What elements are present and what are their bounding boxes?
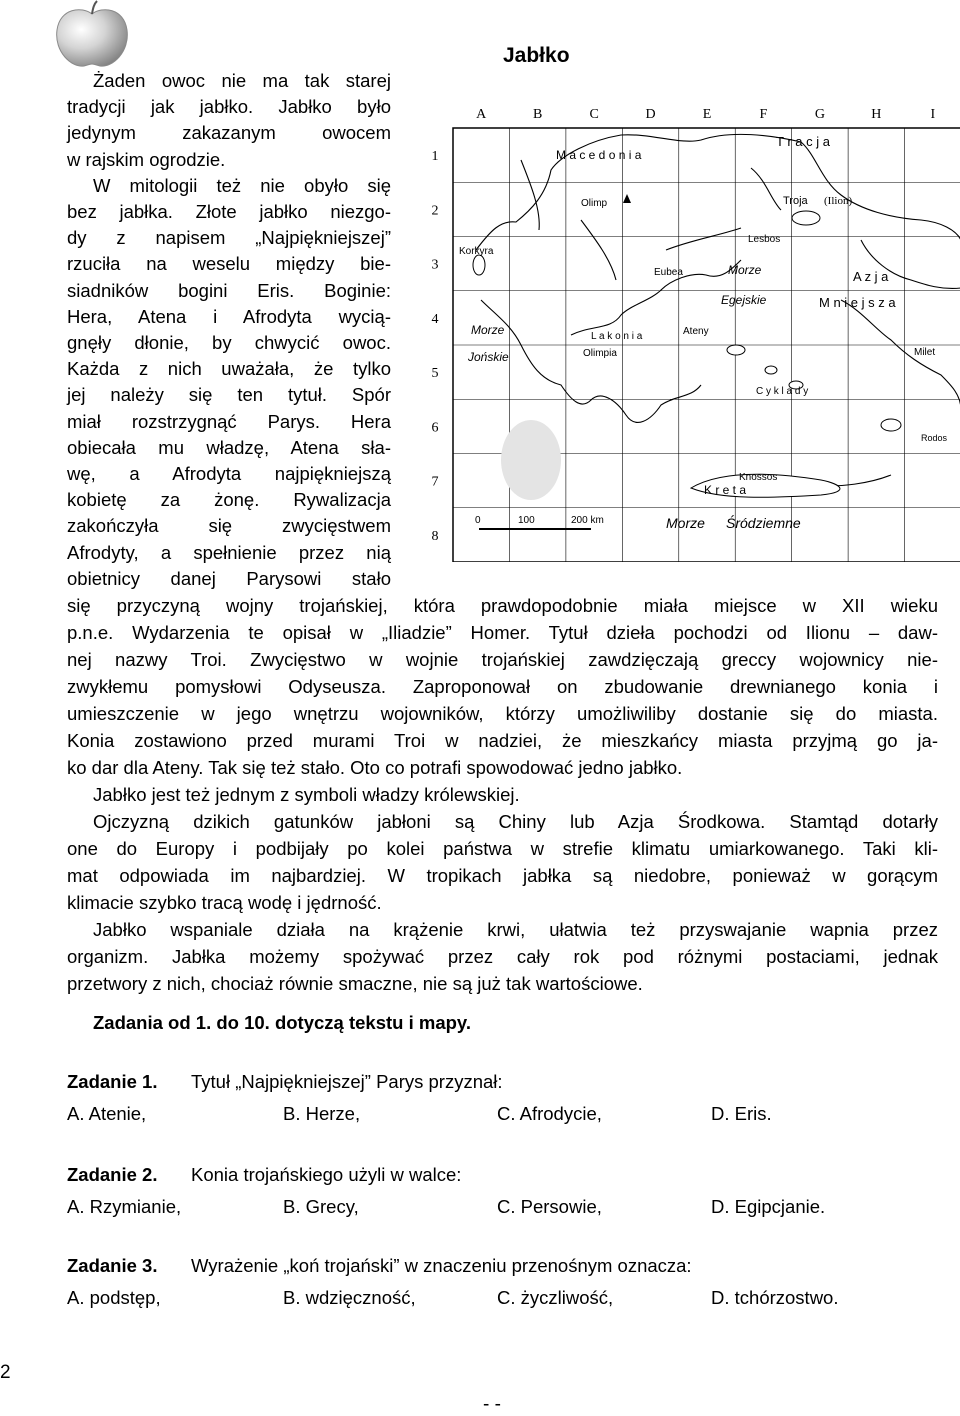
intro-text-line: kobietę za żonę. Rywalizacja: [67, 489, 391, 511]
label-olimpia: Olimpia: [583, 348, 617, 359]
label-tracja: T r a c j a: [776, 134, 830, 149]
intro-text-line: Każda z nich uważała, że tylko: [67, 358, 391, 380]
map-title: Jabłko: [503, 44, 570, 67]
map-row-label: 6: [431, 420, 439, 436]
intro-text-line: tradycji jak jabłko. Jabłko było: [67, 96, 391, 118]
map-column-label: I: [930, 107, 936, 122]
intro-text-line: Hera, Atena i Afrodyta wycią-: [67, 305, 391, 327]
article-text-line: organizm. Jabłka możemy spożywać przez cały rok pod różnymi postaciami, jednak: [67, 946, 938, 967]
answer-option[interactable]: D. tchórzostwo.: [711, 1287, 839, 1308]
intro-text-line: bez jabłka. Złote jabłko niezgo-: [67, 201, 391, 222]
answer-option[interactable]: C. życzliwość,: [497, 1287, 614, 1308]
intro-text-line: obiecała mu władzę, Atena sła-: [67, 436, 391, 458]
section-heading: Zadania od 1. do 10. dotyczą tekstu i mapy.: [93, 1012, 471, 1033]
label-milet: Milet: [914, 347, 936, 358]
map-column-label: A: [476, 107, 487, 122]
label-morze-3: Morze: [666, 515, 705, 531]
map-column-label: G: [814, 107, 825, 122]
article-text-line: Jabłko wspaniale działa na krążenie krwi, ułatwia też przyswajanie wapnia przez: [93, 919, 938, 940]
label-mniejsza: M n i e j s z a: [819, 295, 896, 310]
label-scale-200: 200 km: [571, 515, 604, 526]
intro-text-line: w rajskim ogrodzie.: [67, 148, 226, 170]
label-lesbos: Lesbos: [748, 234, 781, 245]
answer-option[interactable]: D. Eris.: [711, 1103, 772, 1124]
intro-text-line: rzuciła na weselu między bie-: [67, 253, 391, 275]
intro-text-line: siadników bogini Eris. Boginie:: [67, 279, 391, 301]
map-of-ancient-greece: [421, 100, 960, 562]
article-text-line: przetwory z nich, chociaż równie smaczne, nie są już tak wartościowe.: [67, 973, 643, 994]
map-column-label: B: [532, 107, 543, 122]
label-morze-1: Morze: [728, 263, 762, 277]
map-row-label: 4: [431, 311, 439, 327]
answer-option[interactable]: A. Atenie,: [67, 1103, 147, 1124]
article-text-line: Konia zostawiono przed murami Troi w nadziei, że mieszkańcy miasta przyjmą go ja-: [67, 730, 938, 751]
article-text-line: ko dar dla Ateny. Tak się też stało. Oto co potrafi spowodować jedno jabłko.: [67, 757, 683, 778]
map-row-label: 1: [431, 149, 439, 165]
map-column-label: E: [702, 107, 712, 122]
article-text-line: mat odpowiada im najbardziej. W tropikach jabłka są niedobre, ponieważ w gorącym: [67, 865, 938, 886]
label-korkyra: Korkyra: [459, 246, 494, 257]
label-cyklady: C y k l a d y: [756, 386, 809, 397]
answer-option[interactable]: C. Persowie,: [497, 1196, 602, 1217]
intro-text-line: zakończyła się zwycięstwem: [67, 515, 391, 537]
article-text-line: Jabłko jest też jednym z symboli władzy królewskiej.: [93, 784, 520, 805]
label-egejskie: Egejskie: [721, 293, 767, 307]
task-question: Wyrażenie „koń trojański” w znaczeniu przenośnym oznacza:: [191, 1255, 692, 1276]
answer-option[interactable]: B. Herze,: [283, 1103, 361, 1124]
label-ilion: (Ilion): [824, 195, 853, 207]
article-text-line: zwykłemu pomysłowi Odyseusza. Zaproponował on zbudowanie drewnianego konia i: [67, 676, 938, 697]
label-jonskie: Jońskie: [468, 350, 509, 364]
label-troja: Troja: [783, 195, 808, 207]
label-scale-0: 0: [475, 515, 481, 526]
label-macedonia: M a c e d o n i a: [556, 148, 642, 162]
map-row-label: 5: [431, 366, 439, 382]
page-footer: - -: [483, 1394, 501, 1415]
answer-option[interactable]: B. wdzięczność,: [283, 1287, 416, 1308]
label-eubea: Eubea: [654, 267, 683, 278]
label-knossos: Knossos: [739, 472, 778, 483]
map-row-label: 8: [431, 528, 439, 544]
intro-text-line: Afrodyty, a spełnienie przez nią: [67, 541, 391, 563]
answer-option[interactable]: B. Grecy,: [283, 1196, 359, 1217]
apple-icon: [52, 0, 132, 68]
map-column-label: H: [871, 107, 882, 122]
task-label: Zadanie 2.: [67, 1164, 158, 1185]
map-column-label: C: [589, 107, 599, 122]
article-text-line: się przyczyną wojny trojańskiej, która prawdopodobnie miała miejsce w XII wieku: [67, 595, 938, 616]
intro-text-line: wę, a Afrodyta najpiękniejszą: [67, 463, 391, 484]
article-text-line: klimacie szybko tracą wodę i jędrność.: [67, 892, 382, 913]
label-olimp: Olimp: [581, 198, 608, 209]
label-srodziemne: Śródziemne: [726, 515, 801, 531]
intro-text-line: gnęły dłonie, by chwycić owoc.: [67, 332, 391, 353]
article-text-line: one do Europy i podbijały po kolei państwa w strefie klimatu umiarkowanego. Taki kli-: [67, 838, 938, 859]
label-azja: A z j a: [853, 269, 889, 284]
intro-text-line: jedynym zakazanym owocem: [67, 122, 391, 144]
intro-text-line: miał rozstrzygnąć Parys. Hera: [67, 410, 391, 432]
intro-text-line: Żaden owoc nie ma tak starej: [93, 70, 391, 91]
article-text-line: umieszczenie w jego wnętrzu wojowników, którzy umożliwiliby dostanie się do miasta.: [67, 703, 938, 724]
task-question: Konia trojańskiego użyli w walce:: [191, 1164, 462, 1185]
intro-text-line: obietnicy danej Parysowi stało: [67, 567, 391, 589]
label-morze-2: Morze: [471, 323, 505, 337]
article-text-line: Ojczyzną dzikich gatunków jabłoni są Chiny lub Azja Środkowa. Stamtąd dotarły: [93, 811, 938, 832]
map-row-label: 2: [431, 203, 439, 219]
answer-option[interactable]: D. Egipcjanie.: [711, 1196, 826, 1217]
map-row-label: 3: [431, 257, 439, 273]
label-kreta: K r e t a: [704, 483, 747, 497]
label-scale-100: 100: [518, 515, 535, 526]
task-label: Zadanie 3.: [67, 1255, 158, 1276]
answer-option[interactable]: C. Afrodycie,: [497, 1103, 602, 1124]
label-lakonia: L a k o n i a: [591, 331, 643, 342]
map-column-label: F: [759, 107, 768, 122]
intro-text-line: jej należy się ten tytuł. Spór: [67, 384, 391, 406]
article-text-line: p.n.e. Wydarzenia te opisał w „Iliadzie” Homer. Tytuł dzieła pochodzi od Ilionu – daw-: [67, 622, 938, 643]
map-column-label: D: [645, 107, 656, 122]
answer-option[interactable]: A. Rzymianie,: [67, 1196, 182, 1217]
task-question: Tytuł „Najpiękniejszej” Parys przyznał:: [191, 1071, 503, 1092]
page-number: 2: [0, 1362, 11, 1383]
intro-text-line: W mitologii też nie obyło się: [93, 174, 391, 196]
label-ateny: Ateny: [683, 326, 709, 337]
intro-text-line: dy z napisem „Najpiękniejszej”: [67, 227, 391, 249]
label-rodos: Rodos: [921, 433, 948, 443]
answer-option[interactable]: A. podstęp,: [67, 1287, 161, 1308]
map-row-label: 7: [431, 474, 439, 490]
task-label: Zadanie 1.: [67, 1071, 158, 1092]
article-text-line: nej nazwy Troi. Zwycięstwo w wojnie trojańskiej zawdzięczają greccy wojownicy nie-: [67, 649, 938, 670]
